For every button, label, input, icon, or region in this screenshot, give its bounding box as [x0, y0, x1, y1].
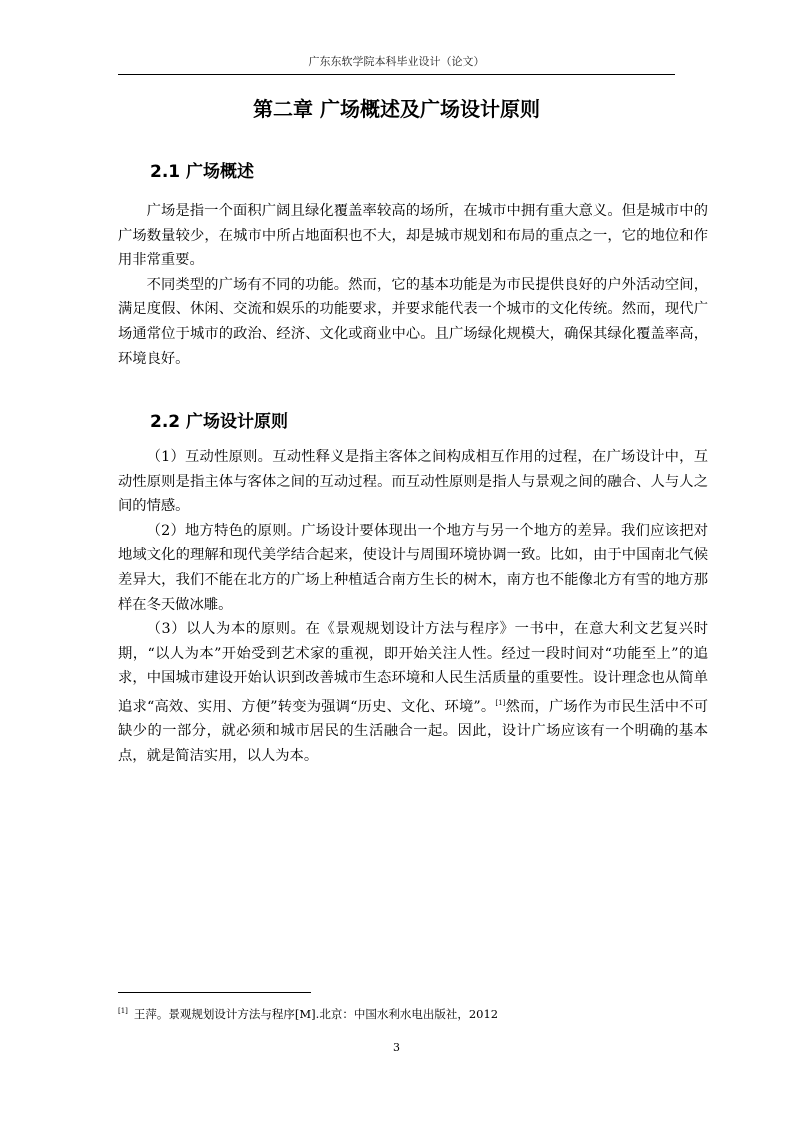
footnote-divider: [118, 992, 311, 993]
section-2-1-body: [118, 199, 708, 371]
page-header: 广东东软学院本科毕业设计（论文）: [118, 54, 675, 75]
footnote: [118, 1002, 698, 1023]
paragraph: （2）地方特色的原则。广场设计要体现出一个地方与另一个地方的差异。我们应该把对地域文化的理解和现代美学结合起来，使设计与周围环境协调一致。比如，由于中国南北气候差异大，我们不能在北方的广场上种植适合南方生长的树木，南方也不能像北方有雪的地方那样在冬天做冰雕。: [118, 522, 708, 613]
paragraph: （1）互动性原则。互动性释义是指主客体之间构成相互作用的过程，在广场设计中，互动性原则是指主体与客体之间的互动过程。而互动性原则是指人与景观之间的融合、人与人之间的情感。: [118, 449, 708, 515]
paragraph-text: 然而，广场作为市民生活中不可缺少的一部分，就必须和城市居民的生活融合一起。因此，设计广场应该有一个明确的基本点，就是简洁实用，以人为本。: [118, 698, 709, 764]
paragraph: 广场是指一个面积广阔且绿化覆盖率较高的场所，在城市中拥有重大意义。但是城市中的广场数量较少，在城市中所占地面积也不大，却是城市规划和布局的重点之一，它的地位和作用非常重要。: [118, 203, 708, 269]
chapter-title: 第二章 广场概述及广场设计原则: [253, 97, 540, 121]
citation-marker[interactable]: [1]: [495, 698, 506, 707]
paragraph-with-citation: [118, 617, 708, 768]
paragraph-text: （3）以人为本的原则。在《景观规划设计方法与程序》一书中，在意大利文艺复兴时期，“以人为本”开始受到艺术家的重视，即开始关注人性。经过一段时间对“功能至上”的追求，中国城市建设开始认识到改善城市生态环境和人民生活质量的重要性。设计理念也从简单追求“高效、实用、方便”转变为强调“历史、文化、环境”。: [118, 621, 708, 715]
paragraph: 不同类型的广场有不同的功能。然而，它的基本功能是为市民提供良好的户外活动空间，满足度假、休闲、交流和娱乐的功能要求，并要求能代表一个城市的文化传统。然而，现代广场通常位于城市的政治、经济、文化或商业中心。且广场绿化规模大，确保其绿化覆盖率高，环境良好。: [118, 276, 708, 367]
section-2-2-body: [118, 445, 708, 768]
footnote-text: 王萍。景观规划设计方法与程序[M].北京：中国水利水电出版社，2012: [133, 1006, 499, 1021]
footnote-marker: [1]: [118, 1007, 128, 1015]
section-heading-2-1: 2.1 广场概述: [150, 162, 255, 182]
section-heading-2-2: 2.2 广场设计原则: [150, 412, 289, 432]
page-number: 3: [393, 1041, 400, 1054]
